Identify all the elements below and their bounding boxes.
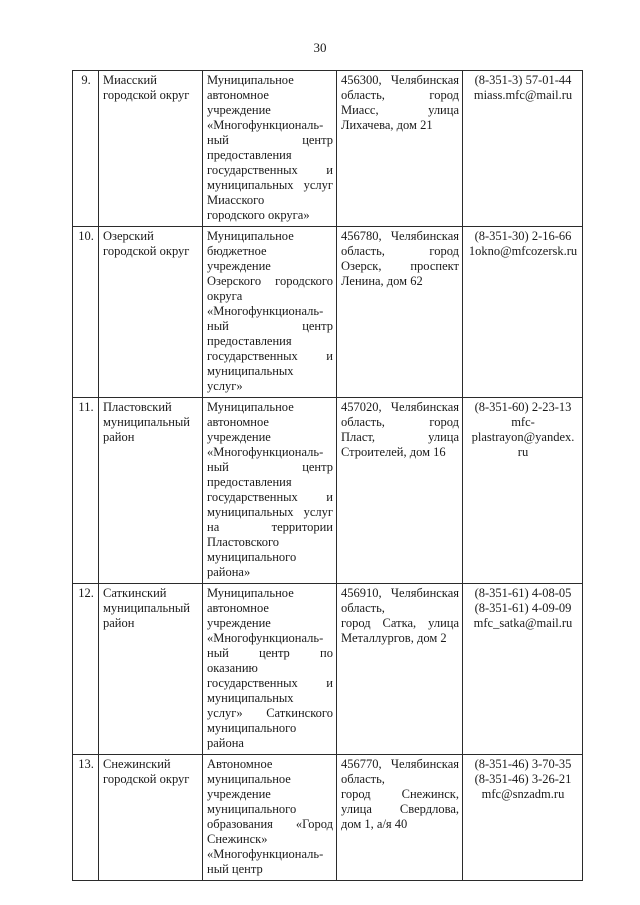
organization-line: «Многофункциональ- — [207, 118, 324, 132]
organization-line: муниципальное — [207, 772, 291, 786]
organization-line: «Многофункциональ- — [207, 631, 324, 645]
address-line: Озерск, проспект — [341, 259, 459, 273]
organization-line: муниципальных — [207, 691, 294, 705]
organization-line: автономное — [207, 415, 269, 429]
organization-line: муниципального — [207, 550, 297, 564]
organization-line: государственных и — [207, 676, 333, 690]
organization-line: Муниципальное — [207, 586, 294, 600]
contact-line: (8-351-61) 4-08-05 — [474, 586, 572, 600]
organization-line: Озерского городского — [207, 274, 333, 288]
page-number: 30 — [313, 40, 327, 55]
contact-line: 1okno@mfcozersk.ru — [468, 244, 578, 258]
organization-line: муниципального — [207, 802, 297, 816]
district-name: Пластовский муниципальный район — [99, 398, 203, 584]
address-line: 456780, Челябинская — [341, 229, 459, 243]
address-line: город Сатка, улица — [341, 616, 459, 630]
organization-line: ный центр по — [207, 646, 333, 660]
address-line: Лихачева, дом 21 — [341, 118, 433, 132]
organization-name — [203, 584, 337, 755]
district-name: Миасский городской округ — [99, 71, 203, 227]
organization-name — [203, 755, 337, 881]
address-line: 456300, Челябинская — [341, 73, 459, 87]
address-line: Миасс, улица — [341, 103, 459, 117]
organization-line: учреждение — [207, 787, 271, 801]
address — [337, 755, 463, 881]
organization-line: Муниципальное — [207, 73, 294, 87]
contact-line: plastrayon@yandex. — [471, 430, 575, 444]
organization-line: Снежинск» — [207, 832, 268, 846]
address-line: 457020, Челябинская — [341, 400, 459, 414]
address — [337, 71, 463, 227]
contacts — [463, 584, 583, 755]
address-line: город Снежинск, — [341, 787, 459, 801]
organization-line: Автономное — [207, 757, 273, 771]
organization-name — [203, 71, 337, 227]
organization-line: на территории — [207, 520, 333, 534]
district-name: Саткинский муниципальный район — [99, 584, 203, 755]
organization-line: муниципальных услуг — [207, 178, 333, 192]
organization-line: автономное — [207, 88, 269, 102]
table-row — [73, 584, 583, 755]
contacts — [463, 227, 583, 398]
address-line: улица Свердлова, — [341, 802, 459, 816]
address-line: область, город — [341, 415, 459, 429]
contacts — [463, 398, 583, 584]
organization-line: государственных и — [207, 349, 333, 363]
organization-line: предоставления — [207, 334, 292, 348]
table-row — [73, 227, 583, 398]
address-line: Пласт, улица — [341, 430, 459, 444]
organization-line: государственных и — [207, 490, 333, 504]
organization-line: образования «Город — [207, 817, 333, 831]
organization-line: Миасского — [207, 193, 265, 207]
organization-line: предоставления — [207, 475, 292, 489]
table-row — [73, 398, 583, 584]
contact-line: (8-351-60) 2-23-13 — [474, 400, 572, 414]
contact-line: mfc_satka@mail.ru — [473, 616, 573, 630]
organization-line: муниципальных — [207, 364, 294, 378]
contact-line: (8-351-46) 3-70-35 — [474, 757, 572, 771]
organization-line: ный центр — [207, 460, 333, 474]
organization-line: предоставления — [207, 148, 292, 162]
organization-line: оказанию — [207, 661, 258, 675]
contact-line: miass.mfc@mail.ru — [473, 88, 573, 102]
organization-line: «Многофункциональ- — [207, 847, 324, 861]
table-row — [73, 71, 583, 227]
organization-line: бюджетное — [207, 244, 267, 258]
row-number: 9. — [73, 71, 99, 227]
contact-line: ru — [517, 445, 529, 459]
contact-line: (8-351-30) 2-16-66 — [474, 229, 572, 243]
address-line: область, — [341, 772, 385, 786]
organization-line: учреждение — [207, 259, 271, 273]
row-number: 13. — [73, 755, 99, 881]
address — [337, 584, 463, 755]
organization-line: государственных и — [207, 163, 333, 177]
organization-name — [203, 227, 337, 398]
organization-line: района — [207, 736, 244, 750]
address-line: область, город — [341, 244, 459, 258]
organization-line: ный центр — [207, 862, 263, 876]
district-name: Снежинский городской округ — [99, 755, 203, 881]
contact-line: (8-351-3) 57-01-44 — [474, 73, 572, 87]
contact-line: (8-351-46) 3-26-21 — [474, 772, 572, 786]
organization-line: городского округа» — [207, 208, 310, 222]
organization-line: округа — [207, 289, 243, 303]
organization-line: Муниципальное — [207, 400, 294, 414]
address-line: Металлургов, дом 2 — [341, 631, 447, 645]
organization-line: услуг» — [207, 379, 243, 393]
organization-line: Пластовского — [207, 535, 280, 549]
organization-line: автономное — [207, 601, 269, 615]
contacts — [463, 755, 583, 881]
organization-line: ный центр — [207, 319, 333, 333]
organization-line: муниципальных услуг — [207, 505, 333, 519]
address-line: область, — [341, 601, 385, 615]
address-line: область, город — [341, 88, 459, 102]
organization-line: района» — [207, 565, 251, 579]
organization-name — [203, 398, 337, 584]
contacts — [463, 71, 583, 227]
table-row — [73, 755, 583, 881]
row-number: 12. — [73, 584, 99, 755]
organization-line: Муниципальное — [207, 229, 294, 243]
organization-line: ный центр — [207, 133, 333, 147]
row-number: 11. — [73, 398, 99, 584]
organization-line: «Многофункциональ- — [207, 445, 324, 459]
contact-line: (8-351-61) 4-09-09 — [474, 601, 572, 615]
contact-line: mfc- — [511, 415, 535, 429]
address-line: Строителей, дом 16 — [341, 445, 446, 459]
mfc-table — [72, 70, 583, 881]
organization-line: «Многофункциональ- — [207, 304, 324, 318]
address-line: дом 1, а/я 40 — [341, 817, 408, 831]
organization-line: учреждение — [207, 103, 271, 117]
organization-line: учреждение — [207, 616, 271, 630]
address — [337, 227, 463, 398]
address-line: Ленина, дом 62 — [341, 274, 423, 288]
organization-line: услуг» Саткинского — [207, 706, 333, 720]
address-line: 456770, Челябинская — [341, 757, 459, 771]
address — [337, 398, 463, 584]
contact-line: mfc@snzadm.ru — [481, 787, 565, 801]
organization-line: учреждение — [207, 430, 271, 444]
address-line: 456910, Челябинская — [341, 586, 459, 600]
district-name: Озерский городской округ — [99, 227, 203, 398]
organization-line: муниципального — [207, 721, 297, 735]
row-number: 10. — [73, 227, 99, 398]
